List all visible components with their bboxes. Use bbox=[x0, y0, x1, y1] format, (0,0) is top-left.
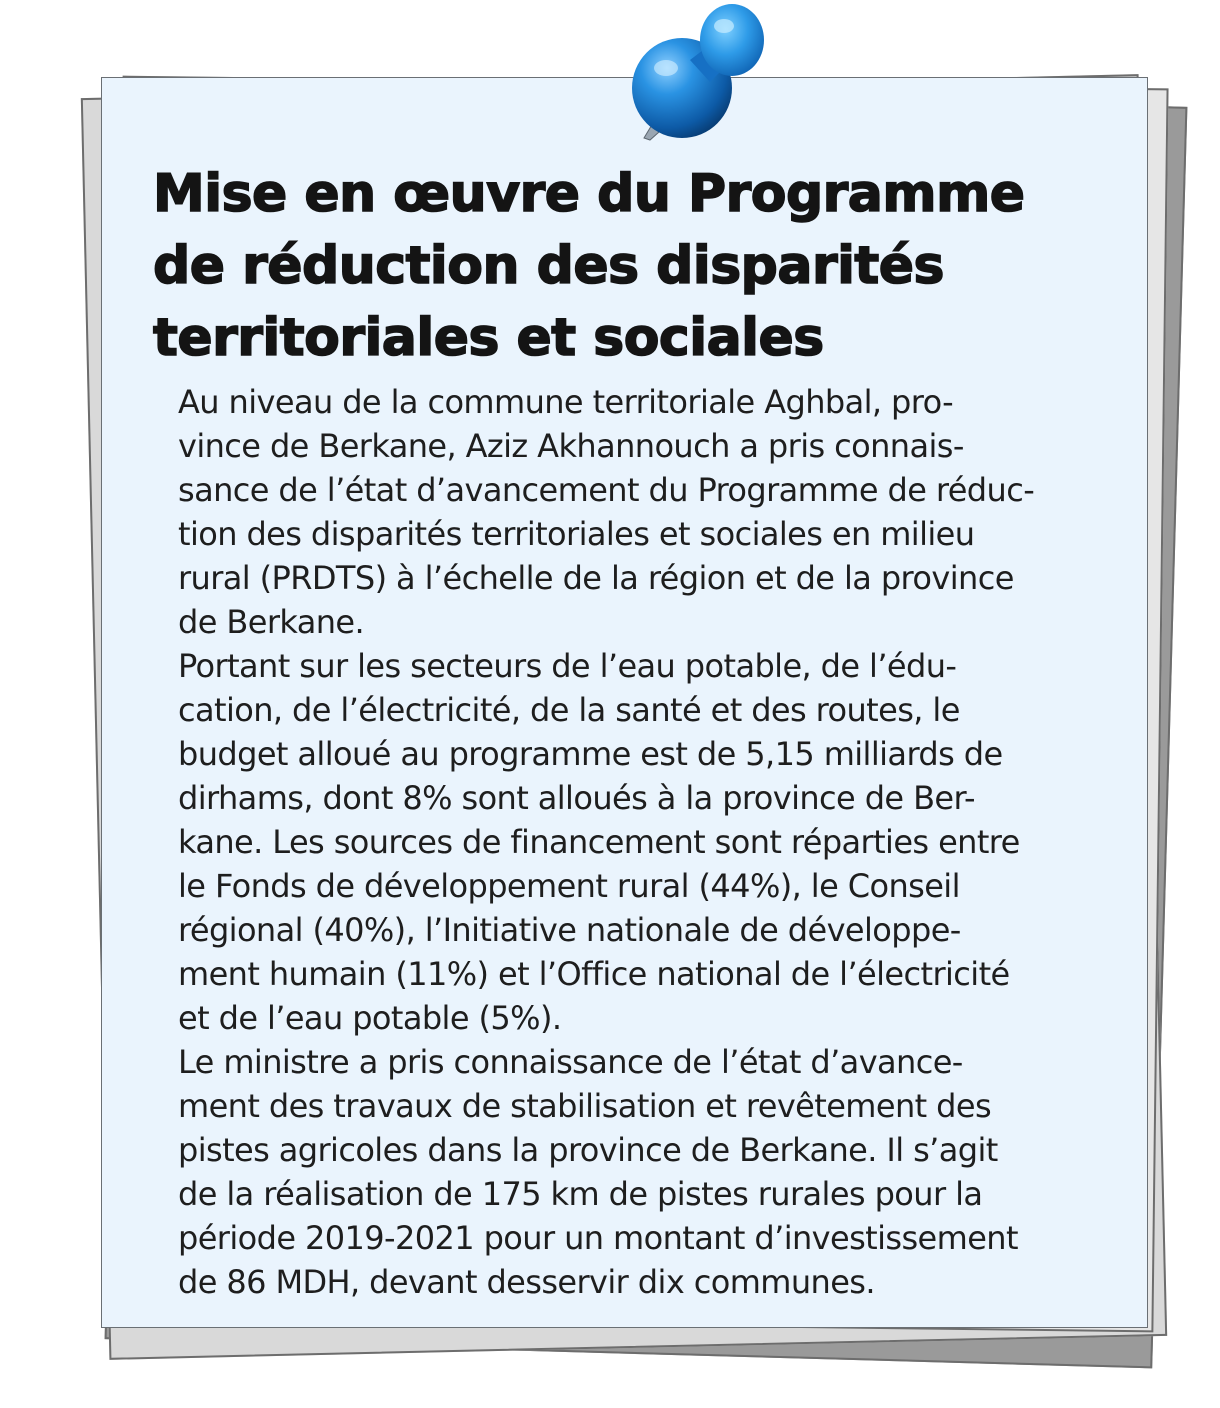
body-line: de Berkane. bbox=[178, 603, 365, 641]
body-line: dirhams, dont 8% sont alloués à la province de Ber- bbox=[178, 779, 975, 817]
pushpin-icon bbox=[628, 0, 768, 145]
body-line: le Fonds de développement rural (44%), le Conseil bbox=[178, 867, 960, 905]
body-line: tion des disparités territoriales et sociales en milieu bbox=[178, 515, 975, 553]
body-line: budget alloué au programme est de 5,15 milliards de bbox=[178, 735, 1003, 773]
article-body bbox=[178, 380, 1118, 1304]
body-line: pistes agricoles dans la province de Berkane. Il s’agit bbox=[178, 1131, 998, 1169]
title-line: territoriales et sociales bbox=[153, 308, 824, 368]
body-line: Portant sur les secteurs de l’eau potable, de l’édu- bbox=[178, 647, 957, 685]
body-line: vince de Berkane, Aziz Akhannouch a pris connais- bbox=[178, 427, 964, 465]
body-line: régional (40%), l’Initiative nationale de développe- bbox=[178, 911, 961, 949]
body-line: de la réalisation de 175 km de pistes rurales pour la bbox=[178, 1175, 983, 1213]
body-line: de 86 MDH, devant desservir dix communes. bbox=[178, 1263, 875, 1301]
body-line: et de l’eau potable (5%). bbox=[178, 999, 562, 1037]
body-line: cation, de l’électricité, de la santé et des routes, le bbox=[178, 691, 960, 729]
title-line: Mise en œuvre du Programme bbox=[153, 164, 1025, 224]
body-line: Au niveau de la commune territoriale Aghbal, pro- bbox=[178, 383, 954, 421]
article-title bbox=[153, 158, 1113, 374]
body-line: ment des travaux de stabilisation et revêtement des bbox=[178, 1087, 992, 1125]
body-line: ment humain (11%) et l’Office national de l’électricité bbox=[178, 955, 1010, 993]
body-line: kane. Les sources de financement sont réparties entre bbox=[178, 823, 1020, 861]
body-line: sance de l’état d’avancement du Programme de réduc- bbox=[178, 471, 1035, 509]
body-line: rural (PRDTS) à l’échelle de la région et de la province bbox=[178, 559, 1014, 597]
body-line: période 2019-2021 pour un montant d’investissement bbox=[178, 1219, 1018, 1257]
body-line: Le ministre a pris connaissance de l’état d’avance- bbox=[178, 1043, 963, 1081]
title-line: de réduction des disparités bbox=[153, 236, 945, 296]
